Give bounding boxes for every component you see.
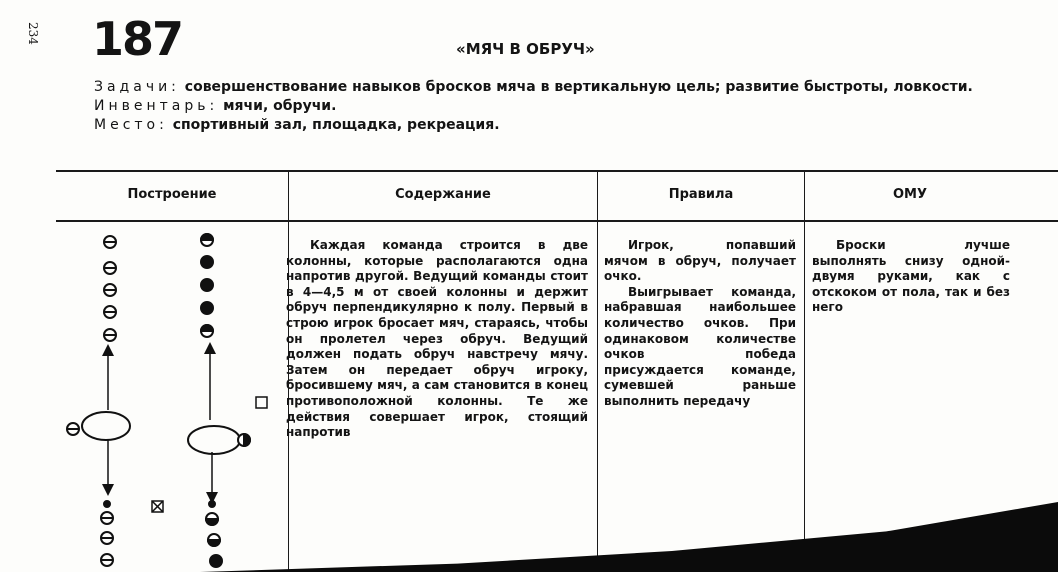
place-text: спортивный зал, площадка, рекреация. (167, 117, 500, 133)
header-content: Содержание (395, 187, 491, 202)
place-line (56, 116, 1016, 135)
team-a-player-icon (101, 554, 113, 566)
team-b-player-icon (201, 302, 213, 314)
team-b-player-icon (206, 513, 218, 525)
team-a-player-icon (104, 236, 116, 248)
tasks-text: совершенствование навыков бросков мяча в вертикальную цель; развитие быстроты, ловкости. (179, 79, 973, 95)
equipment-line (56, 97, 1016, 116)
team-b-player-icon (210, 555, 222, 567)
equipment-label: Инвентарь: (94, 98, 219, 114)
formation-diagram (0, 220, 288, 572)
hoop-icon (188, 426, 240, 454)
marker-square-icon (256, 397, 267, 408)
equipment-text: мячи, обручи. (218, 98, 337, 114)
scan-shadow (200, 502, 1058, 572)
team-a-player-icon (101, 512, 113, 524)
team-a-player-icon (104, 306, 116, 318)
game-title: «МЯЧ В ОБРУЧ» (456, 40, 595, 58)
header-formation: Построение (127, 187, 217, 202)
game-info (56, 78, 1016, 135)
game-number: 187 (92, 12, 183, 66)
leader-a-icon (67, 423, 79, 435)
header-omu: ОМУ (892, 187, 927, 202)
team-a-player-icon (104, 262, 116, 274)
team-b-player-icon (201, 279, 213, 291)
team-b-player-icon (201, 325, 213, 337)
crossed-square-icon (152, 501, 163, 512)
content-text: Каждая команда строится в две колонны, которые располагаются одна напротив другой. Ведущий команды стоит в 4—4,5 м от своей колонны и держит обруч перпендикулярно к полу. Первый в строю игрок бросает мяч, стараясь, чтобы он пролетел через обруч. Ведущий должен подать обруч навстречу мячу. Затем он передает обруч игроку, бросившему мяч, а сам становится в конец противоположной колонны. Те же действия совершает игрок, стоящий напротив (286, 238, 588, 440)
omu-cell (812, 238, 1010, 316)
team-b-player-icon (201, 256, 213, 268)
leader-b-icon (238, 434, 250, 446)
team-b-player-icon (201, 234, 213, 246)
header-rules: Правила (668, 187, 734, 202)
ball-icon (104, 501, 110, 507)
team-a-player-icon (104, 329, 116, 341)
tasks-line (56, 78, 1016, 97)
column-divider-3 (804, 171, 805, 572)
ball-icon (209, 501, 215, 507)
rules-text-2: Выигрывает команда, набравшая наибольшее количество очков. При одинаковом количестве очков победа присуждается команде, сумевшей раньше выполнить передачу (604, 284, 796, 408)
omu-text: Броски лучше выполнять снизу одной-двумя руками, как с отскоком от пола, так и без него (812, 238, 1010, 315)
page-number: 234 (26, 22, 40, 45)
content-cell (286, 238, 588, 441)
rules-text-1: Игрок, попавший мячом в обруч, получает очко. (604, 238, 796, 284)
team-a-player-icon (104, 284, 116, 296)
team-a-player-icon (101, 532, 113, 544)
column-divider-2 (597, 171, 598, 572)
hoop-icon (82, 412, 130, 440)
rules-cell (604, 238, 796, 410)
team-b-player-icon (208, 534, 220, 546)
tasks-label: Задачи: (94, 79, 180, 95)
place-label: Место: (94, 117, 168, 133)
table-top-rule (56, 170, 1058, 172)
